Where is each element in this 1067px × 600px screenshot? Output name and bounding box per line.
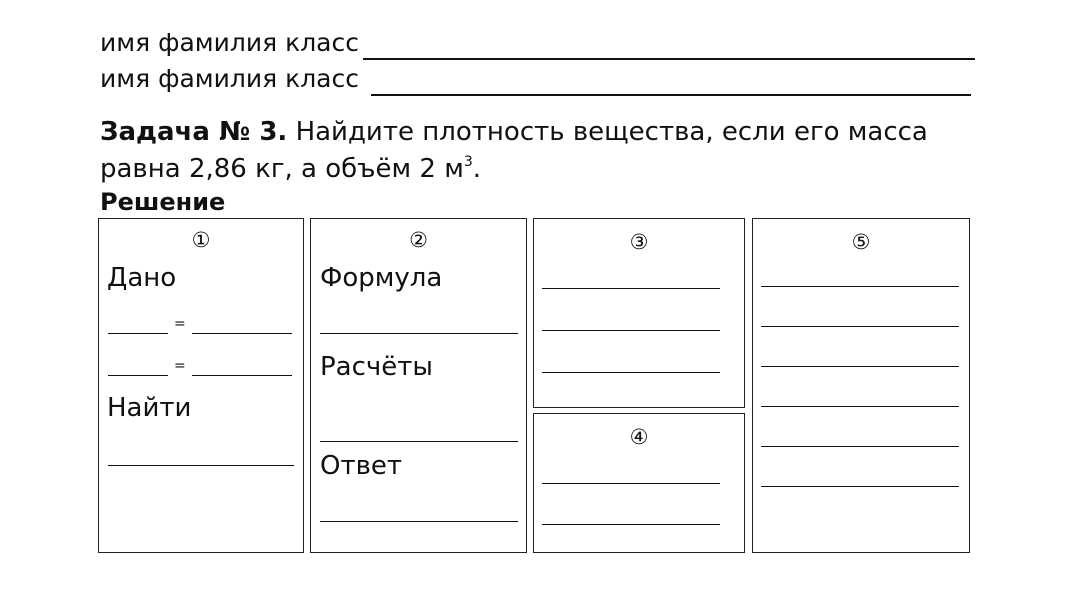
box5-blank-2[interactable] bbox=[761, 326, 959, 327]
solution-box-formula bbox=[310, 218, 527, 553]
find-label: Найти bbox=[107, 393, 192, 423]
box-number-1: ① bbox=[191, 228, 211, 252]
calculations-label: Расчёты bbox=[320, 352, 433, 382]
box4-blank-2[interactable] bbox=[542, 524, 720, 525]
name-surname-class-line-1 bbox=[100, 28, 975, 60]
answer-blank[interactable] bbox=[320, 521, 518, 522]
formula-label: Формула bbox=[320, 263, 443, 293]
given-label: Дано bbox=[107, 263, 177, 293]
solution-box-given bbox=[98, 218, 304, 553]
find-blank[interactable] bbox=[108, 465, 294, 466]
formula-blank[interactable] bbox=[320, 333, 518, 334]
task-number: Задача № 3. bbox=[100, 117, 288, 147]
box-number-2: ② bbox=[409, 228, 428, 252]
given-blank-1a[interactable] bbox=[108, 333, 168, 334]
answer-label: Ответ bbox=[320, 451, 403, 481]
calculations-blank[interactable] bbox=[320, 441, 518, 442]
equals-sign-1: = bbox=[174, 316, 186, 332]
box4-blank-1[interactable] bbox=[542, 483, 720, 484]
box-number-3: ③ bbox=[629, 230, 649, 254]
name-surname-class-line-2 bbox=[100, 64, 971, 96]
equals-sign-2: = bbox=[174, 358, 186, 374]
solution-box-3 bbox=[533, 218, 745, 408]
solution-title: Решение bbox=[100, 188, 226, 216]
box3-blank-3[interactable] bbox=[542, 372, 720, 373]
solution-box-5 bbox=[752, 218, 970, 553]
box3-blank-1[interactable] bbox=[542, 288, 720, 289]
name-surname-class-blank-2[interactable] bbox=[371, 68, 971, 96]
given-blank-1b[interactable] bbox=[192, 333, 292, 334]
given-blank-2b[interactable] bbox=[192, 375, 292, 376]
box-number-4: ④ bbox=[629, 425, 649, 449]
given-blank-2a[interactable] bbox=[108, 375, 168, 376]
name-surname-class-label-2: имя фамилия класс bbox=[100, 64, 359, 93]
task-statement bbox=[100, 114, 1000, 188]
task-superscript: 3 bbox=[463, 154, 473, 170]
name-surname-class-label-1: имя фамилия класс bbox=[100, 28, 359, 57]
box5-blank-5[interactable] bbox=[761, 446, 959, 447]
task-text: Найдите плотность вещества, если его масса равна 2,86 кг, а объём 2 м bbox=[100, 117, 928, 184]
box3-blank-2[interactable] bbox=[542, 330, 720, 331]
name-surname-class-blank-1[interactable] bbox=[363, 32, 975, 60]
box5-blank-4[interactable] bbox=[761, 406, 959, 407]
box5-blank-3[interactable] bbox=[761, 366, 959, 367]
solution-box-4 bbox=[533, 413, 745, 553]
box-number-5: ⑤ bbox=[851, 230, 871, 254]
task-end: . bbox=[472, 154, 481, 184]
box5-blank-6[interactable] bbox=[761, 486, 959, 487]
box5-blank-1[interactable] bbox=[761, 286, 959, 287]
